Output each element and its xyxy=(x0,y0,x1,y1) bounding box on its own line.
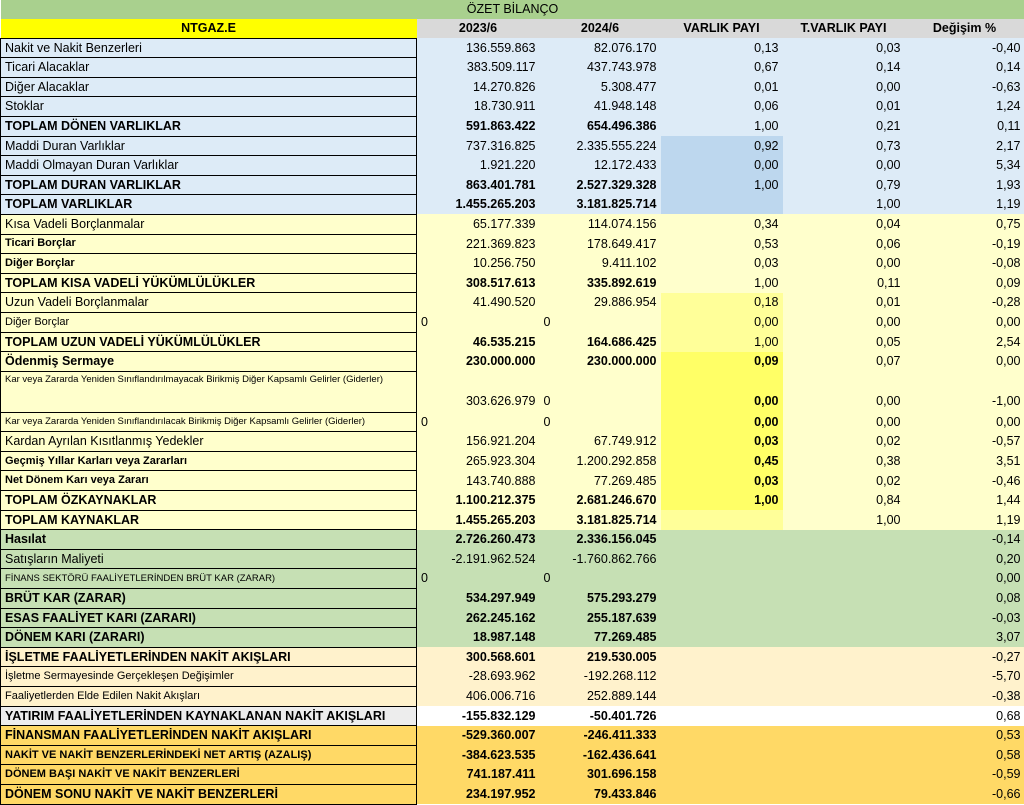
value-2023: -2.191.962.524 xyxy=(417,549,540,569)
row-label: Kardan Ayrılan Kısıtlanmış Yedekler xyxy=(1,432,417,452)
change-percent: 0,00 xyxy=(905,312,1024,332)
row-label: Nakit ve Nakit Benzerleri xyxy=(1,38,417,58)
total-asset-share: 0,05 xyxy=(783,332,905,352)
change-percent: -0,03 xyxy=(905,608,1024,628)
table-row xyxy=(1,371,1024,412)
value-2023: -28.693.962 xyxy=(417,667,540,687)
value-2023: 1.100.212.375 xyxy=(417,491,540,511)
row-label: Kısa Vadeli Borçlanmalar xyxy=(1,214,417,234)
row-label: Ticari Alacaklar xyxy=(1,58,417,78)
value-2024: 0 xyxy=(540,312,661,332)
value-2023: 46.535.215 xyxy=(417,332,540,352)
row-label: Ödenmiş Sermaye xyxy=(1,352,417,372)
total-asset-share: 0,21 xyxy=(783,116,905,136)
change-percent: 0,00 xyxy=(905,412,1024,432)
change-percent: 2,17 xyxy=(905,136,1024,156)
table-row xyxy=(1,58,1024,78)
total-asset-share xyxy=(783,647,905,667)
table-row xyxy=(1,136,1024,156)
sheet-title: ÖZET BİLANÇO xyxy=(1,0,1024,19)
table-row xyxy=(1,491,1024,511)
table-row xyxy=(1,332,1024,352)
table-row xyxy=(1,765,1024,785)
table-row xyxy=(1,530,1024,550)
row-label: Faaliyetlerden Elde Edilen Nakit Akışları xyxy=(1,687,417,707)
value-2024: -50.401.726 xyxy=(540,706,661,726)
asset-share: 0,53 xyxy=(661,234,783,254)
row-label: TOPLAM ÖZKAYNAKLAR xyxy=(1,491,417,511)
row-label: TOPLAM KISA VADELİ YÜKÜMLÜLÜKLER xyxy=(1,273,417,293)
asset-share: 0,03 xyxy=(661,254,783,274)
total-asset-share: 0,14 xyxy=(783,58,905,78)
value-2024: 9.411.102 xyxy=(540,254,661,274)
total-asset-share xyxy=(783,765,905,785)
row-label: Stoklar xyxy=(1,97,417,117)
table-row xyxy=(1,38,1024,58)
asset-share xyxy=(661,608,783,628)
change-percent: 0,14 xyxy=(905,58,1024,78)
change-percent: 0,00 xyxy=(905,569,1024,589)
col-header-total-asset-share: T.VARLIK PAYI xyxy=(783,19,905,38)
total-asset-share xyxy=(783,784,905,804)
value-2024: 0 xyxy=(540,569,661,589)
value-2023: 18.987.148 xyxy=(417,628,540,648)
change-percent: 0,11 xyxy=(905,116,1024,136)
value-2024: 178.649.417 xyxy=(540,234,661,254)
total-asset-share xyxy=(783,745,905,765)
total-asset-share xyxy=(783,667,905,687)
value-2023: 41.490.520 xyxy=(417,293,540,313)
asset-share: 0,03 xyxy=(661,471,783,491)
change-percent: 3,07 xyxy=(905,628,1024,648)
value-2023: 406.006.716 xyxy=(417,687,540,707)
asset-share: 0,92 xyxy=(661,136,783,156)
asset-share xyxy=(661,647,783,667)
row-label: Diğer Borçlar xyxy=(1,254,417,274)
row-label: İŞLETME FAALİYETLERİNDEN NAKİT AKIŞLARI xyxy=(1,647,417,667)
row-label: DÖNEM BAŞI NAKİT VE NAKİT BENZERLERİ xyxy=(1,765,417,785)
value-2024: 654.496.386 xyxy=(540,116,661,136)
total-asset-share: 0,00 xyxy=(783,312,905,332)
value-2023: 1.455.265.203 xyxy=(417,195,540,215)
asset-share: 0,13 xyxy=(661,38,783,58)
asset-share: 0,18 xyxy=(661,293,783,313)
value-2024: 114.074.156 xyxy=(540,214,661,234)
value-2024: 2.527.329.328 xyxy=(540,175,661,195)
total-asset-share: 0,01 xyxy=(783,293,905,313)
asset-share: 0,01 xyxy=(661,77,783,97)
asset-share xyxy=(661,667,783,687)
value-2024: 2.336.156.045 xyxy=(540,530,661,550)
value-2024: 29.886.954 xyxy=(540,293,661,313)
row-label: DÖNEM SONU NAKİT VE NAKİT BENZERLERİ xyxy=(1,784,417,804)
value-2024: 1.200.292.858 xyxy=(540,451,661,471)
value-2024: -1.760.862.766 xyxy=(540,549,661,569)
value-2023: 534.297.949 xyxy=(417,589,540,609)
total-asset-share xyxy=(783,726,905,746)
value-2023: 741.187.411 xyxy=(417,765,540,785)
table-row xyxy=(1,175,1024,195)
change-percent: -1,00 xyxy=(905,371,1024,412)
value-2024: 0 xyxy=(540,412,661,432)
total-asset-share: 0,11 xyxy=(783,273,905,293)
value-2024: 301.696.158 xyxy=(540,765,661,785)
row-label: Ticari Borçlar xyxy=(1,234,417,254)
total-asset-share: 0,84 xyxy=(783,491,905,511)
total-asset-share: 0,02 xyxy=(783,471,905,491)
row-label: DÖNEM KARI (ZARARI) xyxy=(1,628,417,648)
row-label: Satışların Maliyeti xyxy=(1,549,417,569)
value-2023: 156.921.204 xyxy=(417,432,540,452)
value-2023: 0 xyxy=(417,412,540,432)
value-2024: 77.269.485 xyxy=(540,471,661,491)
value-2023: -529.360.007 xyxy=(417,726,540,746)
table-row xyxy=(1,510,1024,530)
value-2024: -162.436.641 xyxy=(540,745,661,765)
row-label: İşletme Sermayesinde Gerçekleşen Değişimler xyxy=(1,667,417,687)
asset-share xyxy=(661,687,783,707)
table-row xyxy=(1,471,1024,491)
value-2024: 12.172.433 xyxy=(540,156,661,176)
total-asset-share: 0,73 xyxy=(783,136,905,156)
change-percent: -0,28 xyxy=(905,293,1024,313)
asset-share xyxy=(661,765,783,785)
change-percent: 1,19 xyxy=(905,510,1024,530)
row-label: TOPLAM VARLIKLAR xyxy=(1,195,417,215)
change-percent: -0,46 xyxy=(905,471,1024,491)
table-row xyxy=(1,273,1024,293)
row-label: Maddi Olmayan Duran Varlıklar xyxy=(1,156,417,176)
table-row xyxy=(1,254,1024,274)
value-2023: 300.568.601 xyxy=(417,647,540,667)
value-2024: 437.743.978 xyxy=(540,58,661,78)
total-asset-share xyxy=(783,706,905,726)
table-row xyxy=(1,745,1024,765)
total-asset-share: 0,07 xyxy=(783,352,905,372)
total-asset-share: 0,79 xyxy=(783,175,905,195)
value-2023: 0 xyxy=(417,569,540,589)
value-2023: 1.455.265.203 xyxy=(417,510,540,530)
total-asset-share xyxy=(783,608,905,628)
value-2024: 2.335.555.224 xyxy=(540,136,661,156)
row-label: Net Dönem Karı veya Zararı xyxy=(1,471,417,491)
change-percent: -0,57 xyxy=(905,432,1024,452)
value-2023: 14.270.826 xyxy=(417,77,540,97)
asset-share: 0,67 xyxy=(661,58,783,78)
row-label: ESAS FAALİYET KARI (ZARARI) xyxy=(1,608,417,628)
asset-share: 0,09 xyxy=(661,352,783,372)
total-asset-share: 0,04 xyxy=(783,214,905,234)
col-header-change: Değişim % xyxy=(905,19,1024,38)
value-2024: 0 xyxy=(540,371,661,412)
asset-share: 0,45 xyxy=(661,451,783,471)
total-asset-share xyxy=(783,589,905,609)
asset-share: 0,00 xyxy=(661,156,783,176)
row-label: Uzun Vadeli Borçlanmalar xyxy=(1,293,417,313)
value-2024: 252.889.144 xyxy=(540,687,661,707)
change-percent: -0,08 xyxy=(905,254,1024,274)
row-label: TOPLAM UZUN VADELİ YÜKÜMLÜLÜKLER xyxy=(1,332,417,352)
total-asset-share xyxy=(783,549,905,569)
asset-share xyxy=(661,549,783,569)
table-row xyxy=(1,726,1024,746)
change-percent: 1,19 xyxy=(905,195,1024,215)
value-2024: -246.411.333 xyxy=(540,726,661,746)
table-row xyxy=(1,116,1024,136)
change-percent: 2,54 xyxy=(905,332,1024,352)
value-2023: 136.559.863 xyxy=(417,38,540,58)
value-2024: 77.269.485 xyxy=(540,628,661,648)
asset-share xyxy=(661,784,783,804)
table-row xyxy=(1,432,1024,452)
total-asset-share: 0,03 xyxy=(783,38,905,58)
value-2023: 0 xyxy=(417,312,540,332)
table-row xyxy=(1,352,1024,372)
value-2024: 41.948.148 xyxy=(540,97,661,117)
row-label: TOPLAM DURAN VARLIKLAR xyxy=(1,175,417,195)
value-2023: 863.401.781 xyxy=(417,175,540,195)
row-label: Geçmiş Yıllar Karları veya Zararları xyxy=(1,451,417,471)
asset-share xyxy=(661,745,783,765)
table-row xyxy=(1,156,1024,176)
asset-share xyxy=(661,510,783,530)
value-2023: 65.177.339 xyxy=(417,214,540,234)
row-label: Kar veya Zararda Yeniden Sınıflandırılacak Birikmiş Diğer Kapsamlı Gelirler (Giderler) xyxy=(1,412,417,432)
value-2023: 308.517.613 xyxy=(417,273,540,293)
row-label: FİNANSMAN FAALİYETLERİNDEN NAKİT AKIŞLARI xyxy=(1,726,417,746)
col-header-2024: 2024/6 xyxy=(540,19,661,38)
table-row xyxy=(1,549,1024,569)
change-percent: -0,27 xyxy=(905,647,1024,667)
asset-share: 1,00 xyxy=(661,273,783,293)
col-header-asset-share: VARLIK PAYI xyxy=(661,19,783,38)
asset-share xyxy=(661,726,783,746)
row-label: Hasılat xyxy=(1,530,417,550)
change-percent: -0,59 xyxy=(905,765,1024,785)
table-row xyxy=(1,293,1024,313)
value-2024: 164.686.425 xyxy=(540,332,661,352)
value-2023: 303.626.979 xyxy=(417,371,540,412)
value-2024: -192.268.112 xyxy=(540,667,661,687)
asset-share xyxy=(661,589,783,609)
asset-share: 1,00 xyxy=(661,332,783,352)
change-percent: -0,38 xyxy=(905,687,1024,707)
row-label: YATIRIM FAALİYETLERİNDEN KAYNAKLANAN NAKİT AKIŞLARI xyxy=(1,706,417,726)
change-percent: 3,51 xyxy=(905,451,1024,471)
asset-share: 0,03 xyxy=(661,432,783,452)
value-2023: 383.509.117 xyxy=(417,58,540,78)
value-2024: 335.892.619 xyxy=(540,273,661,293)
table-row xyxy=(1,77,1024,97)
total-asset-share xyxy=(783,530,905,550)
change-percent: -0,66 xyxy=(905,784,1024,804)
row-label: NAKİT VE NAKİT BENZERLERİNDEKİ NET ARTIŞ (AZALIŞ) xyxy=(1,745,417,765)
change-percent: 0,20 xyxy=(905,549,1024,569)
row-label: Kar veya Zararda Yeniden Sınıflandırılmayacak Birikmiş Diğer Kapsamlı Gelirler (Giderler) xyxy=(1,371,417,412)
table-row xyxy=(1,706,1024,726)
change-percent: -0,14 xyxy=(905,530,1024,550)
table-row xyxy=(1,628,1024,648)
row-label: TOPLAM KAYNAKLAR xyxy=(1,510,417,530)
table-row xyxy=(1,784,1024,804)
table-row xyxy=(1,312,1024,332)
row-label: TOPLAM DÖNEN VARLIKLAR xyxy=(1,116,417,136)
total-asset-share xyxy=(783,628,905,648)
change-percent: 0,00 xyxy=(905,352,1024,372)
value-2023: 265.923.304 xyxy=(417,451,540,471)
value-2023: 1.921.220 xyxy=(417,156,540,176)
value-2024: 5.308.477 xyxy=(540,77,661,97)
value-2023: 221.369.823 xyxy=(417,234,540,254)
total-asset-share: 0,00 xyxy=(783,371,905,412)
change-percent: -0,63 xyxy=(905,77,1024,97)
total-asset-share xyxy=(783,687,905,707)
value-2024: 67.749.912 xyxy=(540,432,661,452)
value-2023: 143.740.888 xyxy=(417,471,540,491)
table-row xyxy=(1,687,1024,707)
asset-share: 0,34 xyxy=(661,214,783,234)
total-asset-share: 0,06 xyxy=(783,234,905,254)
value-2023: 234.197.952 xyxy=(417,784,540,804)
total-asset-share: 1,00 xyxy=(783,195,905,215)
row-label: FİNANS SEKTÖRÜ FAALİYETLERİNDEN BRÜT KAR (ZARAR) xyxy=(1,569,417,589)
value-2023: 591.863.422 xyxy=(417,116,540,136)
total-asset-share: 0,02 xyxy=(783,432,905,452)
col-header-2023: 2023/6 xyxy=(417,19,540,38)
table-row xyxy=(1,569,1024,589)
total-asset-share: 0,00 xyxy=(783,156,905,176)
asset-share xyxy=(661,569,783,589)
total-asset-share: 0,00 xyxy=(783,77,905,97)
value-2023: -384.623.535 xyxy=(417,745,540,765)
asset-share: 0,00 xyxy=(661,312,783,332)
table-row xyxy=(1,589,1024,609)
value-2023: 10.256.750 xyxy=(417,254,540,274)
asset-share xyxy=(661,628,783,648)
table-row xyxy=(1,97,1024,117)
value-2023: 230.000.000 xyxy=(417,352,540,372)
ticker-header: NTGAZ.E xyxy=(1,19,417,38)
value-2024: 575.293.279 xyxy=(540,589,661,609)
table-row xyxy=(1,451,1024,471)
table-row xyxy=(1,214,1024,234)
value-2024: 3.181.825.714 xyxy=(540,510,661,530)
total-asset-share: 0,38 xyxy=(783,451,905,471)
row-label: Diğer Alacaklar xyxy=(1,77,417,97)
table-row xyxy=(1,234,1024,254)
value-2024: 82.076.170 xyxy=(540,38,661,58)
row-label: Diğer Borçlar xyxy=(1,312,417,332)
value-2023: -155.832.129 xyxy=(417,706,540,726)
asset-share xyxy=(661,195,783,215)
value-2024: 79.433.846 xyxy=(540,784,661,804)
change-percent: 0,53 xyxy=(905,726,1024,746)
table-row xyxy=(1,647,1024,667)
change-percent: 0,08 xyxy=(905,589,1024,609)
table-row xyxy=(1,667,1024,687)
change-percent: 1,24 xyxy=(905,97,1024,117)
change-percent: 1,93 xyxy=(905,175,1024,195)
change-percent: 0,75 xyxy=(905,214,1024,234)
change-percent: 5,34 xyxy=(905,156,1024,176)
change-percent: 1,44 xyxy=(905,491,1024,511)
change-percent: -5,70 xyxy=(905,667,1024,687)
change-percent: 0,58 xyxy=(905,745,1024,765)
value-2023: 2.726.260.473 xyxy=(417,530,540,550)
change-percent: 0,09 xyxy=(905,273,1024,293)
total-asset-share: 0,01 xyxy=(783,97,905,117)
total-asset-share: 1,00 xyxy=(783,510,905,530)
total-asset-share xyxy=(783,569,905,589)
value-2023: 737.316.825 xyxy=(417,136,540,156)
asset-share xyxy=(661,706,783,726)
row-label: BRÜT KAR (ZARAR) xyxy=(1,589,417,609)
asset-share: 0,00 xyxy=(661,412,783,432)
change-percent: -0,19 xyxy=(905,234,1024,254)
asset-share: 1,00 xyxy=(661,116,783,136)
value-2024: 230.000.000 xyxy=(540,352,661,372)
value-2024: 219.530.005 xyxy=(540,647,661,667)
total-asset-share: 0,00 xyxy=(783,254,905,274)
table-row xyxy=(1,608,1024,628)
total-asset-share: 0,00 xyxy=(783,412,905,432)
value-2023: 18.730.911 xyxy=(417,97,540,117)
asset-share: 0,06 xyxy=(661,97,783,117)
value-2024: 3.181.825.714 xyxy=(540,195,661,215)
change-percent: 0,68 xyxy=(905,706,1024,726)
table-row xyxy=(1,412,1024,432)
asset-share: 0,00 xyxy=(661,371,783,412)
value-2024: 255.187.639 xyxy=(540,608,661,628)
asset-share xyxy=(661,530,783,550)
asset-share: 1,00 xyxy=(661,491,783,511)
change-percent: -0,40 xyxy=(905,38,1024,58)
value-2023: 262.245.162 xyxy=(417,608,540,628)
row-label: Maddi Duran Varlıklar xyxy=(1,136,417,156)
asset-share: 1,00 xyxy=(661,175,783,195)
table-row xyxy=(1,195,1024,215)
value-2024: 2.681.246.670 xyxy=(540,491,661,511)
